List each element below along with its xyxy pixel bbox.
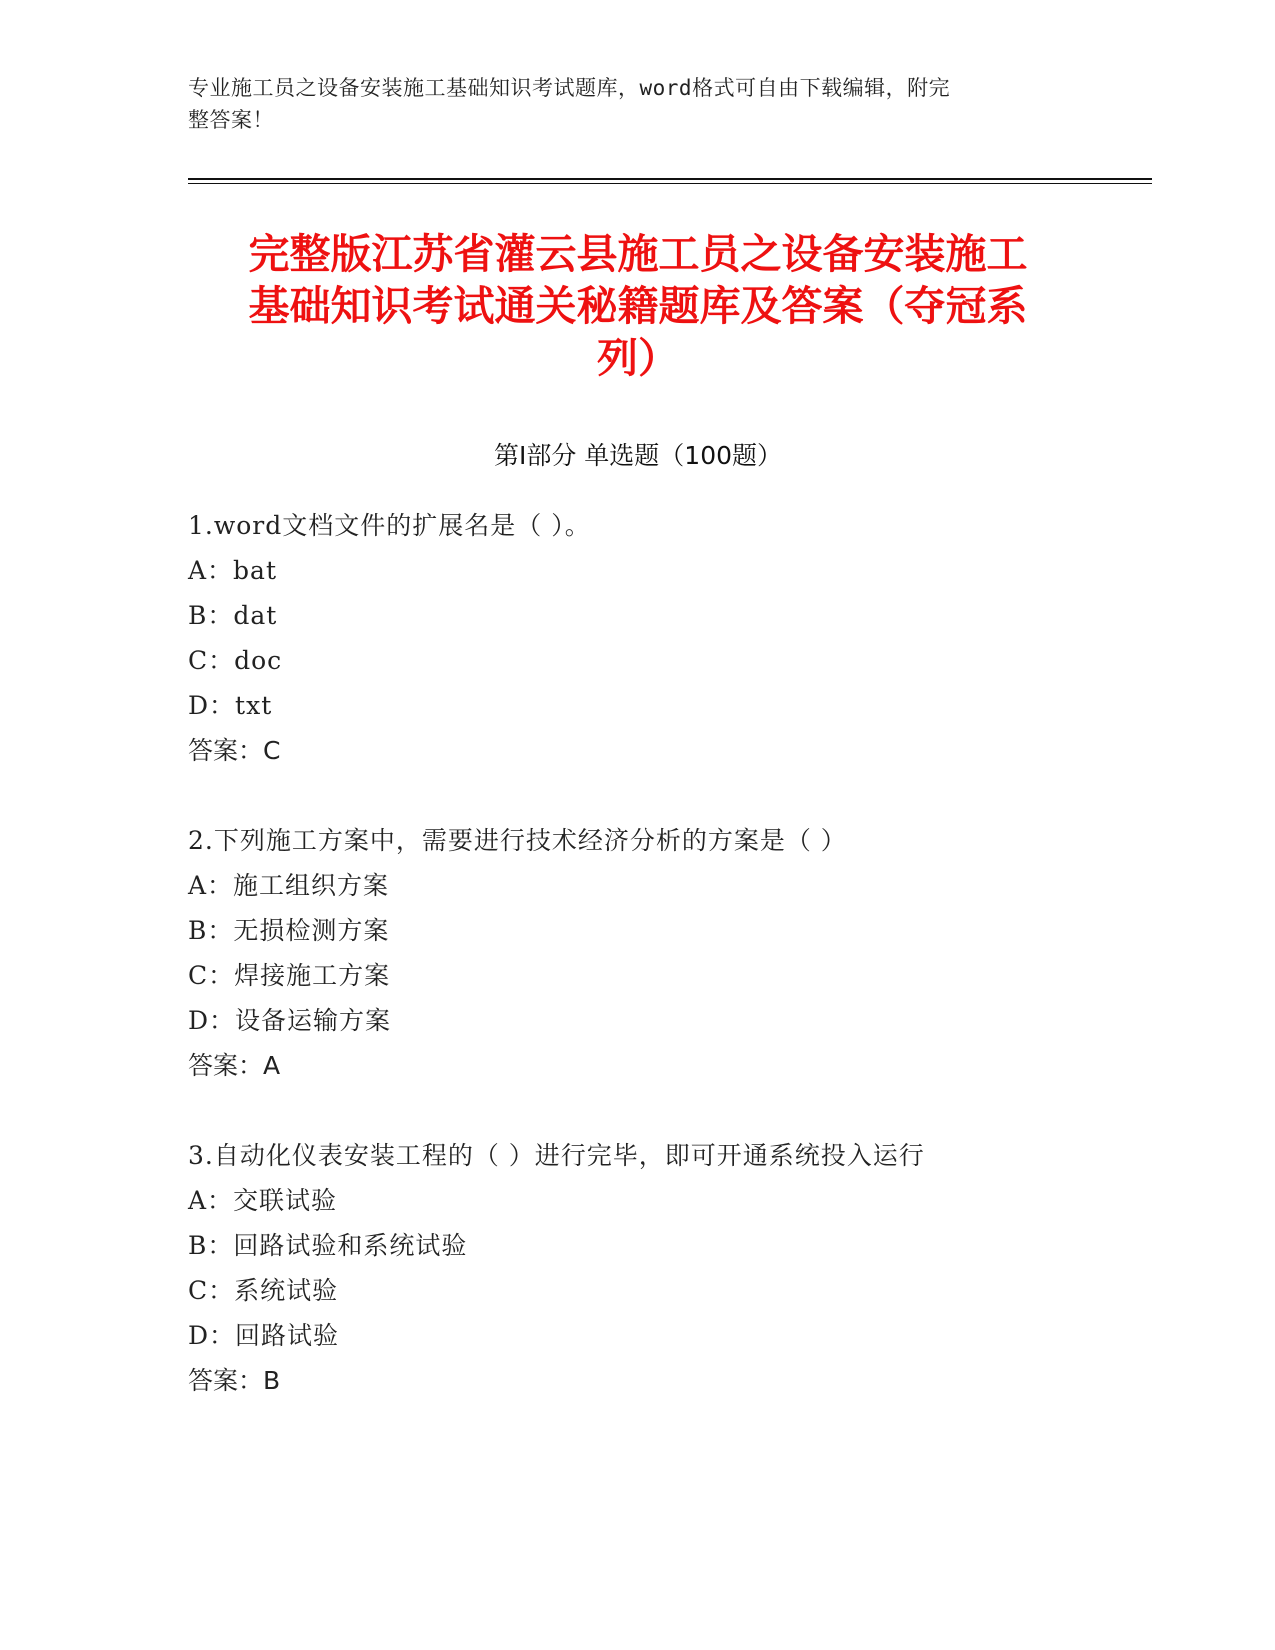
header-divider-thick <box>188 178 1152 180</box>
option-b: B：无损检测方案 <box>188 916 390 945</box>
option-b: B：dat <box>188 601 278 630</box>
header-note-line-1: 专业施工员之设备安装施工基础知识考试题库，word格式可自由下载编辑，附完 <box>188 76 951 100</box>
question-stem: 3.自动化仪表安装工程的（ ）进行完毕，即可开通系统投入运行 <box>188 1141 925 1170</box>
question-stem: 1.word文档文件的扩展名是（ ）。 <box>188 511 591 540</box>
section-heading: 第Ⅰ部分 单选题（100题） <box>493 441 783 470</box>
option-a: A：施工组织方案 <box>188 871 390 900</box>
header-divider-thin <box>188 183 1152 184</box>
option-d: D：txt <box>188 691 273 720</box>
question-3 <box>188 1133 1088 1403</box>
option-c: C：系统试验 <box>188 1276 339 1305</box>
document-title-line-3: 列） <box>597 334 679 382</box>
question-stem: 2.下列施工方案中，需要进行技术经济分析的方案是（ ） <box>188 826 847 855</box>
answer-line: 答案：C <box>188 736 281 765</box>
answer-line: 答案：B <box>188 1366 281 1395</box>
option-d: D：设备运输方案 <box>188 1006 392 1035</box>
header-note <box>188 72 1088 136</box>
document-title <box>188 228 1088 384</box>
option-d: D：回路试验 <box>188 1321 340 1350</box>
question-1 <box>188 503 1088 773</box>
option-a: A：交联试验 <box>188 1186 338 1215</box>
option-c: C：doc <box>188 646 283 675</box>
document-title-line-1: 完整版江苏省灌云县施工员之设备安装施工 <box>248 230 1028 278</box>
option-a: A：bat <box>188 556 278 585</box>
option-c: C：焊接施工方案 <box>188 961 391 990</box>
header-note-line-2: 整答案！ <box>188 108 274 132</box>
question-2 <box>188 818 1088 1088</box>
answer-line: 答案：A <box>188 1051 281 1080</box>
document-title-line-2: 基础知识考试通关秘籍题库及答案（夺冠系 <box>248 282 1028 330</box>
option-b: B：回路试验和系统试验 <box>188 1231 468 1260</box>
